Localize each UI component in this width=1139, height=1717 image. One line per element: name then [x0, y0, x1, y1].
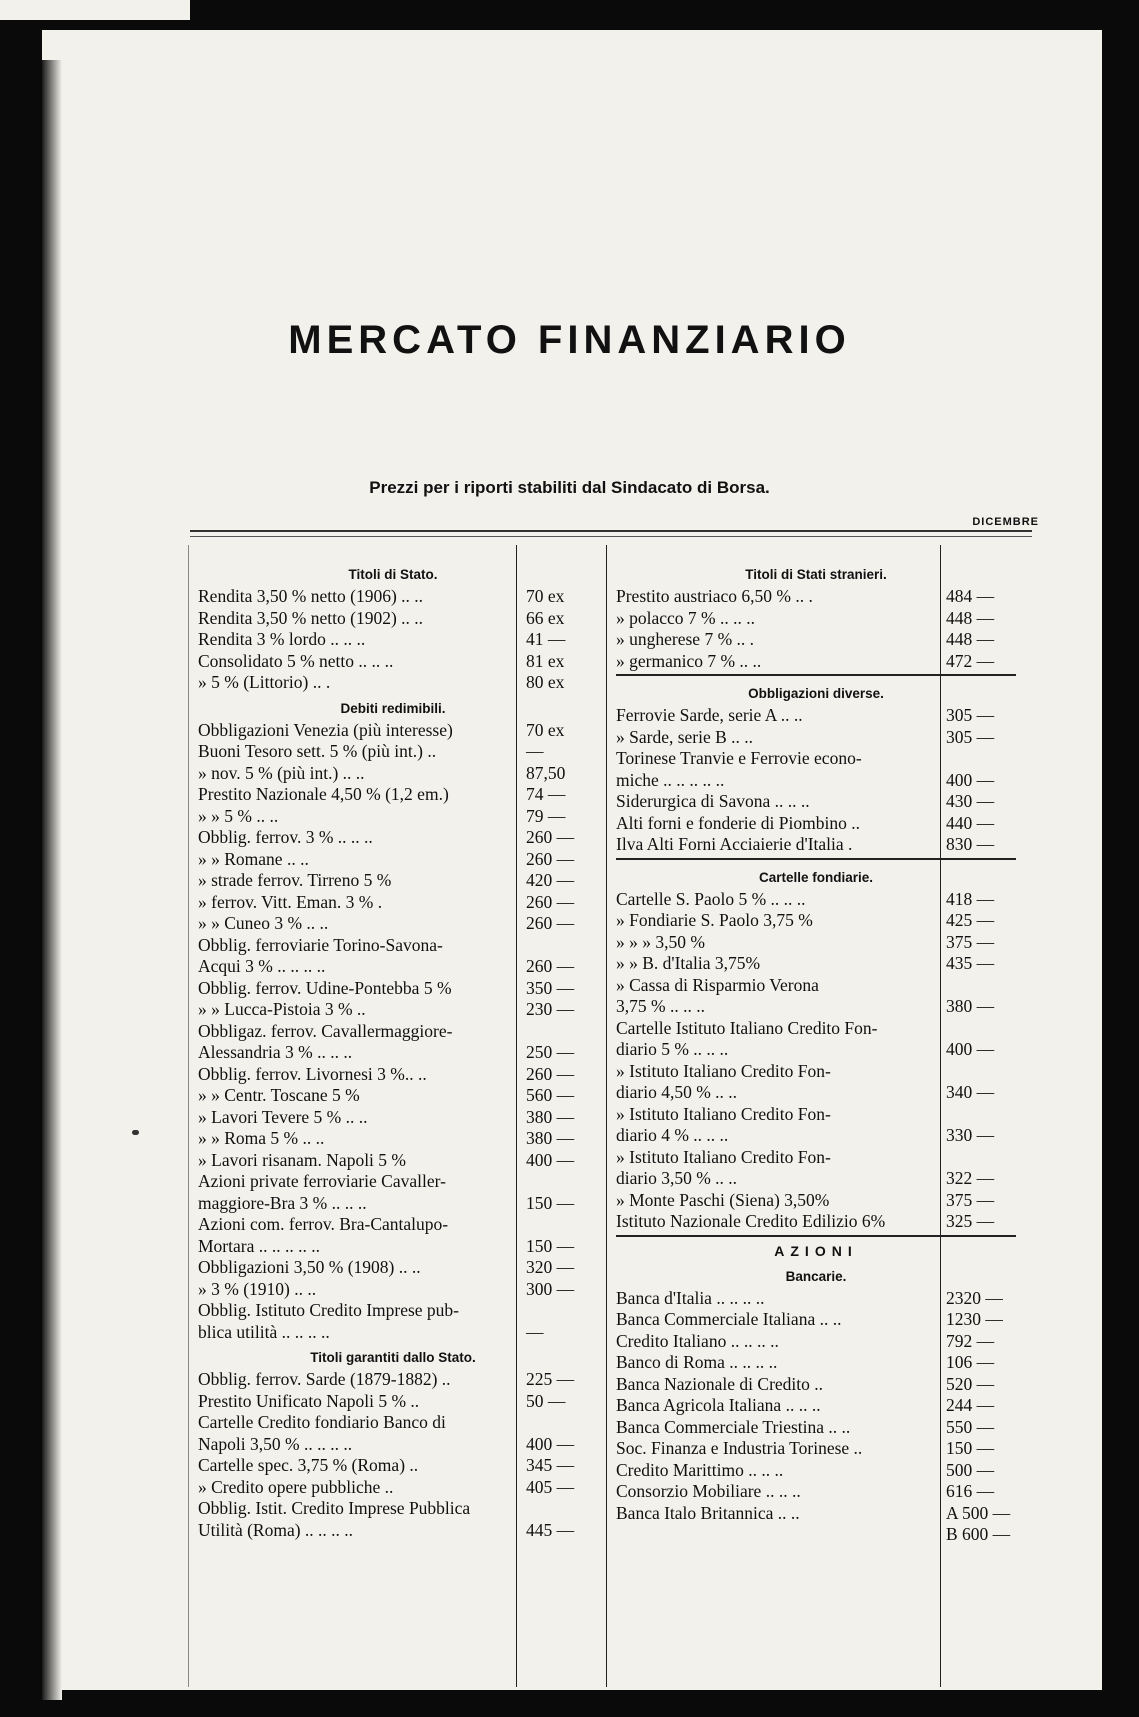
security-price: 425 — — [946, 910, 995, 930]
security-name: » » » 3,50 % — [616, 931, 705, 952]
security-name: » Istituto Italiano Credito Fon- — [616, 1103, 831, 1124]
security-price: 50 — — [526, 1390, 566, 1411]
margin-mark — [132, 1130, 139, 1135]
security-price: 70 ex — [526, 719, 565, 740]
security-price: 260 — — [526, 891, 575, 912]
security-row — [616, 834, 1016, 856]
security-price: 305 — — [946, 705, 995, 725]
month-label: DICEMBRE — [972, 516, 1039, 528]
security-price: 500 — — [946, 1459, 995, 1480]
security-row — [616, 1503, 1016, 1525]
security-row — [616, 1082, 1016, 1104]
security-row — [616, 1438, 1016, 1460]
security-name: diario 4,50 % .. .. — [616, 1082, 738, 1102]
security-row — [198, 999, 588, 1021]
security-row — [616, 1481, 1016, 1503]
security-price: 320 — — [526, 1257, 575, 1277]
security-price: 79 — — [526, 805, 566, 826]
security-row — [616, 1018, 1016, 1040]
security-name: Banco di Roma .. .. .. .. — [616, 1352, 778, 1372]
security-row — [616, 1331, 1016, 1353]
security-price: 560 — — [526, 1085, 575, 1105]
section-heading: Obbligazioni diverse. — [748, 686, 884, 701]
security-row — [198, 1257, 588, 1279]
security-name: diario 5 % .. .. .. — [616, 1039, 729, 1059]
left-column — [198, 560, 588, 1541]
security-name: Banca Commerciale Triestina .. .. — [616, 1416, 851, 1437]
security-row — [198, 849, 588, 871]
security-price: 380 — — [526, 1106, 575, 1127]
security-price: 418 — — [946, 888, 995, 909]
security-row — [198, 1107, 588, 1129]
security-row — [198, 1434, 588, 1456]
security-name: Torinese Tranvie e Ferrovie econo- — [616, 748, 862, 768]
security-name: » 5 % (Littorio) .. . — [198, 672, 331, 692]
security-name: » » Romane .. .. — [198, 848, 309, 869]
security-row — [616, 1524, 1016, 1546]
security-name: Utilità (Roma) .. .. .. .. — [198, 1519, 354, 1540]
security-price: B 600 — — [946, 1524, 1011, 1544]
security-price: 350 — — [526, 977, 575, 998]
security-row — [616, 1352, 1016, 1374]
security-price: 380 — — [946, 996, 995, 1016]
security-price: 305 — — [946, 726, 995, 747]
security-price: 325 — — [946, 1211, 995, 1231]
security-name: blica utilità .. .. .. .. — [198, 1321, 330, 1342]
section-heading: Debiti redimibili. — [340, 700, 446, 716]
security-name: » Monte Paschi (Siena) 3,50% — [616, 1189, 830, 1210]
security-row — [198, 1236, 588, 1258]
security-name: Prestito Unificato Napoli 5 % .. — [198, 1390, 420, 1411]
security-name: Rendita 3,50 % netto (1906) .. .. — [198, 586, 424, 606]
security-name: diario 4 % .. .. .. — [616, 1125, 729, 1145]
page-subtitle: Prezzi per i riporti stabiliti dal Sindacato di Borsa. — [369, 478, 770, 497]
security-name: Ferrovie Sarde, serie A .. .. — [616, 705, 803, 725]
security-name: Obblig. ferrov. Livornesi 3 %.. .. — [198, 1063, 427, 1084]
security-price: 74 — — [526, 784, 566, 804]
security-name: » » B. d'Italia 3,75% — [616, 953, 761, 973]
center-divider — [606, 545, 607, 1687]
security-price: 340 — — [946, 1082, 995, 1102]
security-price: 70 ex — [526, 586, 565, 606]
section-heading: Titoli di Stati stranieri. — [745, 567, 887, 582]
security-name: » ferrov. Vitt. Eman. 3 % . — [198, 891, 383, 912]
security-row — [616, 586, 1016, 608]
security-price: 445 — — [526, 1519, 575, 1540]
security-name: » nov. 5 % (più int.) .. .. — [198, 762, 365, 783]
security-name: Banca Italo Britannica .. .. — [616, 1502, 800, 1523]
security-row — [616, 770, 1016, 792]
security-name: » Fondiarie S. Paolo 3,75 % — [616, 910, 813, 930]
binding-shadow — [42, 60, 62, 1700]
security-name: Credito Marittimo .. .. .. — [616, 1459, 784, 1480]
security-name: Obbligaz. ferrov. Cavallermaggiore- — [198, 1020, 453, 1041]
security-price: 375 — — [946, 931, 995, 952]
security-row — [198, 1300, 588, 1322]
security-price: 260 — — [526, 913, 575, 933]
security-row — [616, 1374, 1016, 1396]
security-row — [616, 1168, 1016, 1190]
security-row — [616, 791, 1016, 813]
security-row — [198, 784, 588, 806]
security-row — [616, 953, 1016, 975]
security-name: Rendita 3,50 % netto (1902) .. .. — [198, 607, 424, 628]
security-name: Buoni Tesoro sett. 5 % (più int.) .. — [198, 741, 437, 761]
security-row — [616, 1395, 1016, 1417]
section-heading: Titoli garantiti dallo Stato. — [310, 1350, 476, 1365]
security-row — [616, 996, 1016, 1018]
security-row — [198, 1279, 588, 1301]
security-name: Soc. Finanza e Industria Torinese .. — [616, 1438, 863, 1458]
security-name: » Cassa di Risparmio Verona — [616, 974, 819, 995]
security-name: » polacco 7 % .. .. .. — [616, 607, 755, 628]
security-row — [198, 1322, 588, 1344]
security-price: 400 — — [526, 1149, 575, 1170]
security-name: Obblig. Istituto Credito Imprese pub- — [198, 1300, 460, 1320]
security-name: » germanico 7 % .. .. — [616, 650, 762, 671]
security-row — [616, 1125, 1016, 1147]
left-border — [188, 545, 189, 1687]
security-price: 400 — — [946, 1039, 995, 1059]
section-rule — [616, 1235, 1016, 1237]
security-row — [616, 910, 1016, 932]
security-row — [198, 1042, 588, 1064]
security-name: Prestito austriaco 6,50 % .. . — [616, 586, 813, 606]
security-row — [616, 1039, 1016, 1061]
security-row — [198, 608, 588, 630]
security-row — [198, 1455, 588, 1477]
security-price: 260 — — [526, 827, 575, 847]
security-name: diario 3,50 % .. .. — [616, 1168, 738, 1188]
security-row — [198, 1128, 588, 1150]
security-name: Obblig. ferrov. Udine-Pontebba 5 % — [198, 977, 452, 998]
security-price: 435 — — [946, 953, 995, 973]
security-row — [198, 1412, 588, 1434]
security-row — [198, 935, 588, 957]
section-heading: AZIONI — [774, 1242, 858, 1259]
security-row — [198, 763, 588, 785]
page-title: MERCATO FINANZIARIO — [288, 318, 851, 362]
security-name: Alessandria 3 % .. .. .. — [198, 1042, 353, 1062]
security-name: Banca d'Italia .. .. .. .. — [616, 1287, 765, 1308]
security-name: Consolidato 5 % netto .. .. .. — [198, 650, 394, 671]
security-name: » Istituto Italiano Credito Fon- — [616, 1146, 831, 1167]
security-name: Cartelle Istituto Italiano Credito Fon- — [616, 1017, 878, 1038]
security-name: » » Centr. Toscane 5 % — [198, 1085, 360, 1105]
security-price: 322 — — [946, 1168, 995, 1188]
security-price: 550 — — [946, 1416, 995, 1437]
security-name: Obbligazioni 3,50 % (1908) .. .. — [198, 1257, 421, 1277]
security-row — [616, 1460, 1016, 1482]
security-price: 484 — — [946, 586, 995, 606]
security-price: 80 ex — [526, 672, 565, 692]
security-price: 106 — — [946, 1352, 995, 1372]
security-price: 230 — — [526, 999, 575, 1019]
security-price: 520 — — [946, 1373, 995, 1394]
security-name: Banca Commerciale Italiana .. .. — [616, 1309, 842, 1329]
page-corner — [0, 0, 190, 20]
section-rule — [616, 858, 1016, 860]
security-name: Banca Agricola Italiana .. .. .. — [616, 1395, 821, 1415]
security-name: Cartelle Credito fondiario Banco di — [198, 1412, 446, 1432]
security-row — [616, 651, 1016, 673]
security-name: Napoli 3,50 % .. .. .. .. — [198, 1433, 353, 1454]
security-row — [198, 827, 588, 849]
security-row — [198, 1193, 588, 1215]
security-name: 3,75 % .. .. .. — [616, 996, 705, 1016]
security-price: 330 — — [946, 1125, 995, 1145]
security-name: » » Lucca-Pistoia 3 % .. — [198, 999, 366, 1019]
security-row — [616, 1417, 1016, 1439]
security-row — [198, 956, 588, 978]
security-price: 244 — — [946, 1395, 995, 1415]
security-name: Acqui 3 % .. .. .. .. — [198, 956, 326, 976]
security-row — [616, 705, 1016, 727]
security-row — [198, 913, 588, 935]
security-name: » Credito opere pubbliche .. — [198, 1476, 394, 1497]
security-price: — — [526, 741, 544, 761]
security-price: 150 — — [526, 1192, 575, 1213]
security-row — [198, 892, 588, 914]
security-name: » » Roma 5 % .. .. — [198, 1128, 325, 1148]
security-name: » Sarde, serie B .. .. — [616, 726, 754, 747]
security-name: Banca Nazionale di Credito .. — [616, 1373, 824, 1394]
security-name: Ilva Alti Forni Acciaierie d'Italia . — [616, 834, 853, 854]
security-price: 225 — — [526, 1369, 575, 1389]
security-row — [616, 1061, 1016, 1083]
security-row — [198, 1064, 588, 1086]
security-row — [616, 748, 1016, 770]
security-row — [198, 1391, 588, 1413]
security-name: Mortara .. .. .. .. .. — [198, 1235, 320, 1256]
security-name: Obblig. ferrov. 3 % .. .. .. — [198, 827, 373, 847]
security-name: » Lavori Tevere 5 % .. .. — [198, 1106, 368, 1127]
security-price: 150 — — [946, 1438, 995, 1458]
security-name: Azioni private ferroviarie Cavaller- — [198, 1171, 446, 1191]
security-price: 300 — — [526, 1278, 575, 1299]
security-name: Credito Italiano .. .. .. .. — [616, 1330, 779, 1351]
security-name: Prestito Nazionale 4,50 % (1,2 em.) — [198, 784, 449, 804]
security-price: 380 — — [526, 1128, 575, 1148]
security-row — [616, 889, 1016, 911]
security-price: 1230 — — [946, 1309, 1003, 1329]
security-name: Cartelle spec. 3,75 % (Roma) .. — [198, 1455, 419, 1475]
security-row — [616, 727, 1016, 749]
security-price: 792 — — [946, 1330, 995, 1351]
security-row — [198, 1520, 588, 1542]
security-row — [616, 1190, 1016, 1212]
security-name: Consorzio Mobiliare .. .. .. — [616, 1481, 801, 1501]
security-row — [616, 975, 1016, 997]
security-price: 260 — — [526, 1063, 575, 1084]
section-rule — [616, 674, 1016, 676]
security-name: » strade ferrov. Tirreno 5 % — [198, 870, 392, 890]
security-name: » » 5 % .. .. — [198, 805, 279, 826]
security-price: 81 ex — [526, 650, 565, 671]
security-price: 616 — — [946, 1481, 995, 1501]
security-price: 420 — — [526, 870, 575, 890]
security-price: 400 — — [946, 769, 995, 790]
security-name: » Lavori risanam. Napoli 5 % — [198, 1149, 407, 1170]
security-name: » ungherese 7 % .. . — [616, 629, 755, 649]
security-price: 150 — — [526, 1235, 575, 1256]
top-rule-thin — [190, 536, 1032, 537]
security-name: Cartelle S. Paolo 5 % .. .. .. — [616, 888, 806, 909]
security-price: 250 — — [526, 1042, 575, 1062]
security-row — [198, 1477, 588, 1499]
security-row — [198, 720, 588, 742]
security-name: Rendita 3 % lordo .. .. .. — [198, 629, 366, 649]
section-heading: Bancarie. — [785, 1268, 847, 1284]
security-row — [616, 813, 1016, 835]
security-name: Istituto Nazionale Credito Edilizio 6% — [616, 1211, 886, 1231]
top-rule — [190, 530, 1032, 532]
security-name: maggiore-Bra 3 % .. .. .. — [198, 1192, 367, 1213]
security-row — [198, 1498, 588, 1520]
section-heading: Cartelle fondiarie. — [758, 869, 874, 885]
security-name: » Istituto Italiano Credito Fon- — [616, 1060, 831, 1081]
security-name: Alti forni e fonderie di Piombino .. — [616, 812, 860, 833]
security-name: Obbligazioni Venezia (più interesse) — [198, 719, 453, 740]
security-row — [198, 1171, 588, 1193]
security-price: 472 — — [946, 650, 995, 671]
right-column — [616, 560, 1016, 1546]
security-name: Azioni com. ferrov. Bra-Cantalupo- — [198, 1214, 449, 1234]
security-price: 448 — — [946, 629, 995, 649]
security-price: 260 — — [526, 956, 575, 976]
security-name: Obblig. ferroviarie Torino-Savona- — [198, 934, 443, 955]
security-price: 430 — — [946, 791, 995, 811]
security-name: miche .. .. .. .. .. — [616, 769, 725, 790]
security-row — [198, 1150, 588, 1172]
security-row — [616, 1147, 1016, 1169]
security-price: 448 — — [946, 607, 995, 628]
security-row — [198, 978, 588, 1000]
security-price: 41 — — [526, 629, 566, 649]
security-name: Siderurgica di Savona .. .. .. — [616, 791, 810, 811]
security-row — [198, 629, 588, 651]
security-row — [198, 672, 588, 694]
security-row — [198, 741, 588, 763]
security-row — [616, 932, 1016, 954]
security-row — [616, 1309, 1016, 1331]
security-row — [198, 1369, 588, 1391]
security-row — [198, 870, 588, 892]
security-name: Obblig. Istit. Credito Imprese Pubblica — [198, 1498, 471, 1518]
security-row — [616, 1288, 1016, 1310]
security-row — [616, 1104, 1016, 1126]
security-row — [616, 629, 1016, 651]
security-row — [198, 586, 588, 608]
section-heading: Titoli di Stato. — [348, 567, 438, 582]
security-price: 2320 — — [946, 1287, 1003, 1308]
security-row — [198, 1021, 588, 1043]
security-row — [198, 1085, 588, 1107]
security-row — [198, 1214, 588, 1236]
security-name: » 3 % (1910) .. .. — [198, 1278, 317, 1299]
security-row — [616, 608, 1016, 630]
security-price: 830 — — [946, 834, 995, 854]
security-price: 260 — — [526, 848, 575, 869]
security-row — [198, 651, 588, 673]
security-price: 400 — — [526, 1433, 575, 1454]
security-price: — — [526, 1321, 544, 1342]
security-name: » » Cuneo 3 % .. .. — [198, 913, 329, 933]
security-price: 405 — — [526, 1476, 575, 1497]
security-price: A 500 — — [946, 1502, 1011, 1523]
security-row — [616, 1211, 1016, 1233]
security-row — [198, 806, 588, 828]
security-price: 345 — — [526, 1455, 575, 1475]
security-name: Obblig. ferrov. Sarde (1879-1882) .. — [198, 1369, 451, 1389]
security-price: 440 — — [946, 812, 995, 833]
security-price: 375 — — [946, 1189, 995, 1210]
security-price: 66 ex — [526, 607, 565, 628]
security-price: 87,50 — [526, 762, 566, 783]
